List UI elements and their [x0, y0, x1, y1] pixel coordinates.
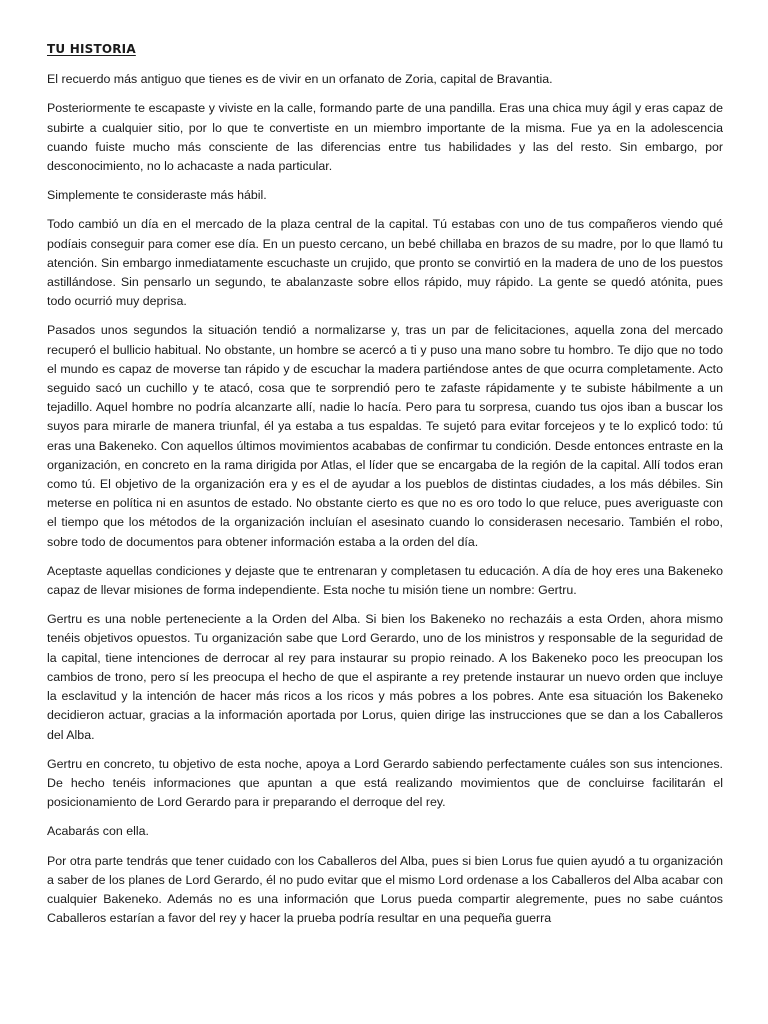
- paragraph-market: Todo cambió un día en el mercado de la plaza central de la capital. Tú estabas con uno de tus compañeros viendo qué podíais conseguir para comer ese día. En un puesto cercano, un bebé chillaba en brazos de su madre, por lo que llamó tu atención. Sin embargo inmediatamente escuchaste un crujido, que pronto se convirtió en la madera de uno de los puestos astillándose. Sin pensarlo un segundo, te abalanzaste sobre ellos rápido, muy rápido. La gente se quedó atónita, pues todo ocurrió muy deprisa.: [47, 217, 723, 309]
- paragraph-gertru: Gertru es una noble perteneciente a la Orden del Alba. Si bien los Bakeneko no rechazáis a esta Orden, ahora mismo tenéis objetivos opuestos. Tu organización sabe que Lord Gerardo, uno de los ministros y responsable de la seguridad de la capital, tiene intenciones de derrocar al rey para instaurar su propio reinado. A los Bakeneko poco les preocupan los cambios de trono, pero sí les preocupa el hecho de que el aspirante a rey pretende instaurar un nuevo orden que incluye la esclavitud y la intención de hacer más ricos a los ricos y más pobres a los pobres. Ante esa situación los Bakeneko decidieron actuar, gracias a la información aportada por Lorus, quien dirige las instrucciones que se dan a los Caballeros del Alba.: [47, 612, 723, 742]
- document-page: [47, 40, 723, 938]
- paragraph-knights-warning: Por otra parte tendrás que tener cuidado con los Caballeros del Alba, pues si bien Lorus fue quien ayudó a tu organización a saber de los planes de Lord Gerardo, él no pudo evitar que el mismo Lord ordenase a los Caballeros del Alba acabar con cualquier Bakeneko. Además no es una información que Lorus pueda compartir alegremente, pues no sabe cuántos Caballeros estarían a favor del rey y hacer la prueba podría resultar en una pequeña guerra: [47, 853, 723, 926]
- paragraph-orphanage: El recuerdo más antiguo que tienes es de vivir en un orfanato de Zoria, capital de Bravantia.: [47, 72, 553, 87]
- document-title: TU HISTORIA: [47, 42, 136, 56]
- paragraph-end-her: Acabarás con ella.: [47, 824, 149, 839]
- paragraph-organization: Pasados unos segundos la situación tendió a normalizarse y, tras un par de felicitaciones, aquella zona del mercado recuperó el bullicio habitual. No obstante, un hombre se acercó a ti y puso una mano sobre tu hombro. Te dijo que no todo el mundo es capaz de moverse tan rápido y de escuchar la madera partiéndose antes de que ocurra completamente. Acto seguido sacó un cuchillo y te atacó, cosa que te sorprendió pero te zafaste rápidamente y te subiste hábilmente a un tejadillo. Aquel hombre no podría alcanzarte allí, nadie lo hacía. Pero para tu sorpresa, cuando tus ojos iban a buscar los suyos para mirarle de manera triunfal, él ya estaba a tus espaldas. Te sujetó para evitar forcejeos y te lo explicó todo: tú eras una Bakeneko. Con aquellos últimos movimientos acababas de confirmar tu condición. Desde entonces entraste en la organización, en concreto en la rama dirigida por Atlas, el líder que se encargaba de la región de la capital. Allí todos eran como tú. El objetivo de la organización era y es el de ayudar a los pueblos de distintas ciudades, a los más débiles. Sin meterse en política ni en asuntos de estado. No obstante cierto es que no es oro todo lo que reluce, pues averiguaste con el tiempo que los métodos de la organización incluían el asesinato cuando lo considerasen necesario. También el robo, sobre todo de documentos para obtener información estaba a la orden del día.: [47, 323, 723, 549]
- paragraph-street-gang: Posteriormente te escapaste y viviste en la calle, formando parte de una pandilla. Eras una chica muy ágil y eras capaz de subirte a cualquier sitio, por lo que te convertiste en un miembro importante de la misma. Fue ya en la adolescencia cuando fuiste mucho más consciente de las diferencias entre tus habilidades y las del resto. Sin embargo, por desconocimiento, no lo achacaste a nada particular.: [47, 101, 723, 174]
- paragraph-objective: Gertru en concreto, tu objetivo de esta noche, apoya a Lord Gerardo sabiendo perfectamente cuáles son sus intenciones. De hecho tenéis informaciones que apuntan a que está realizando movimientos que de concluirse facilitarán el posicionamiento de Lord Gerardo para ir preparando el derroque del rey.: [47, 756, 723, 810]
- paragraph-more-skilled: Simplemente te consideraste más hábil.: [47, 188, 267, 203]
- paragraph-mission: Aceptaste aquellas condiciones y dejaste que te entrenaran y completasen tu educación. A día de hoy eres una Bakeneko capaz de llevar misiones de forma independiente. Esta noche tu misión tiene un nombre: Gertru.: [47, 563, 723, 598]
